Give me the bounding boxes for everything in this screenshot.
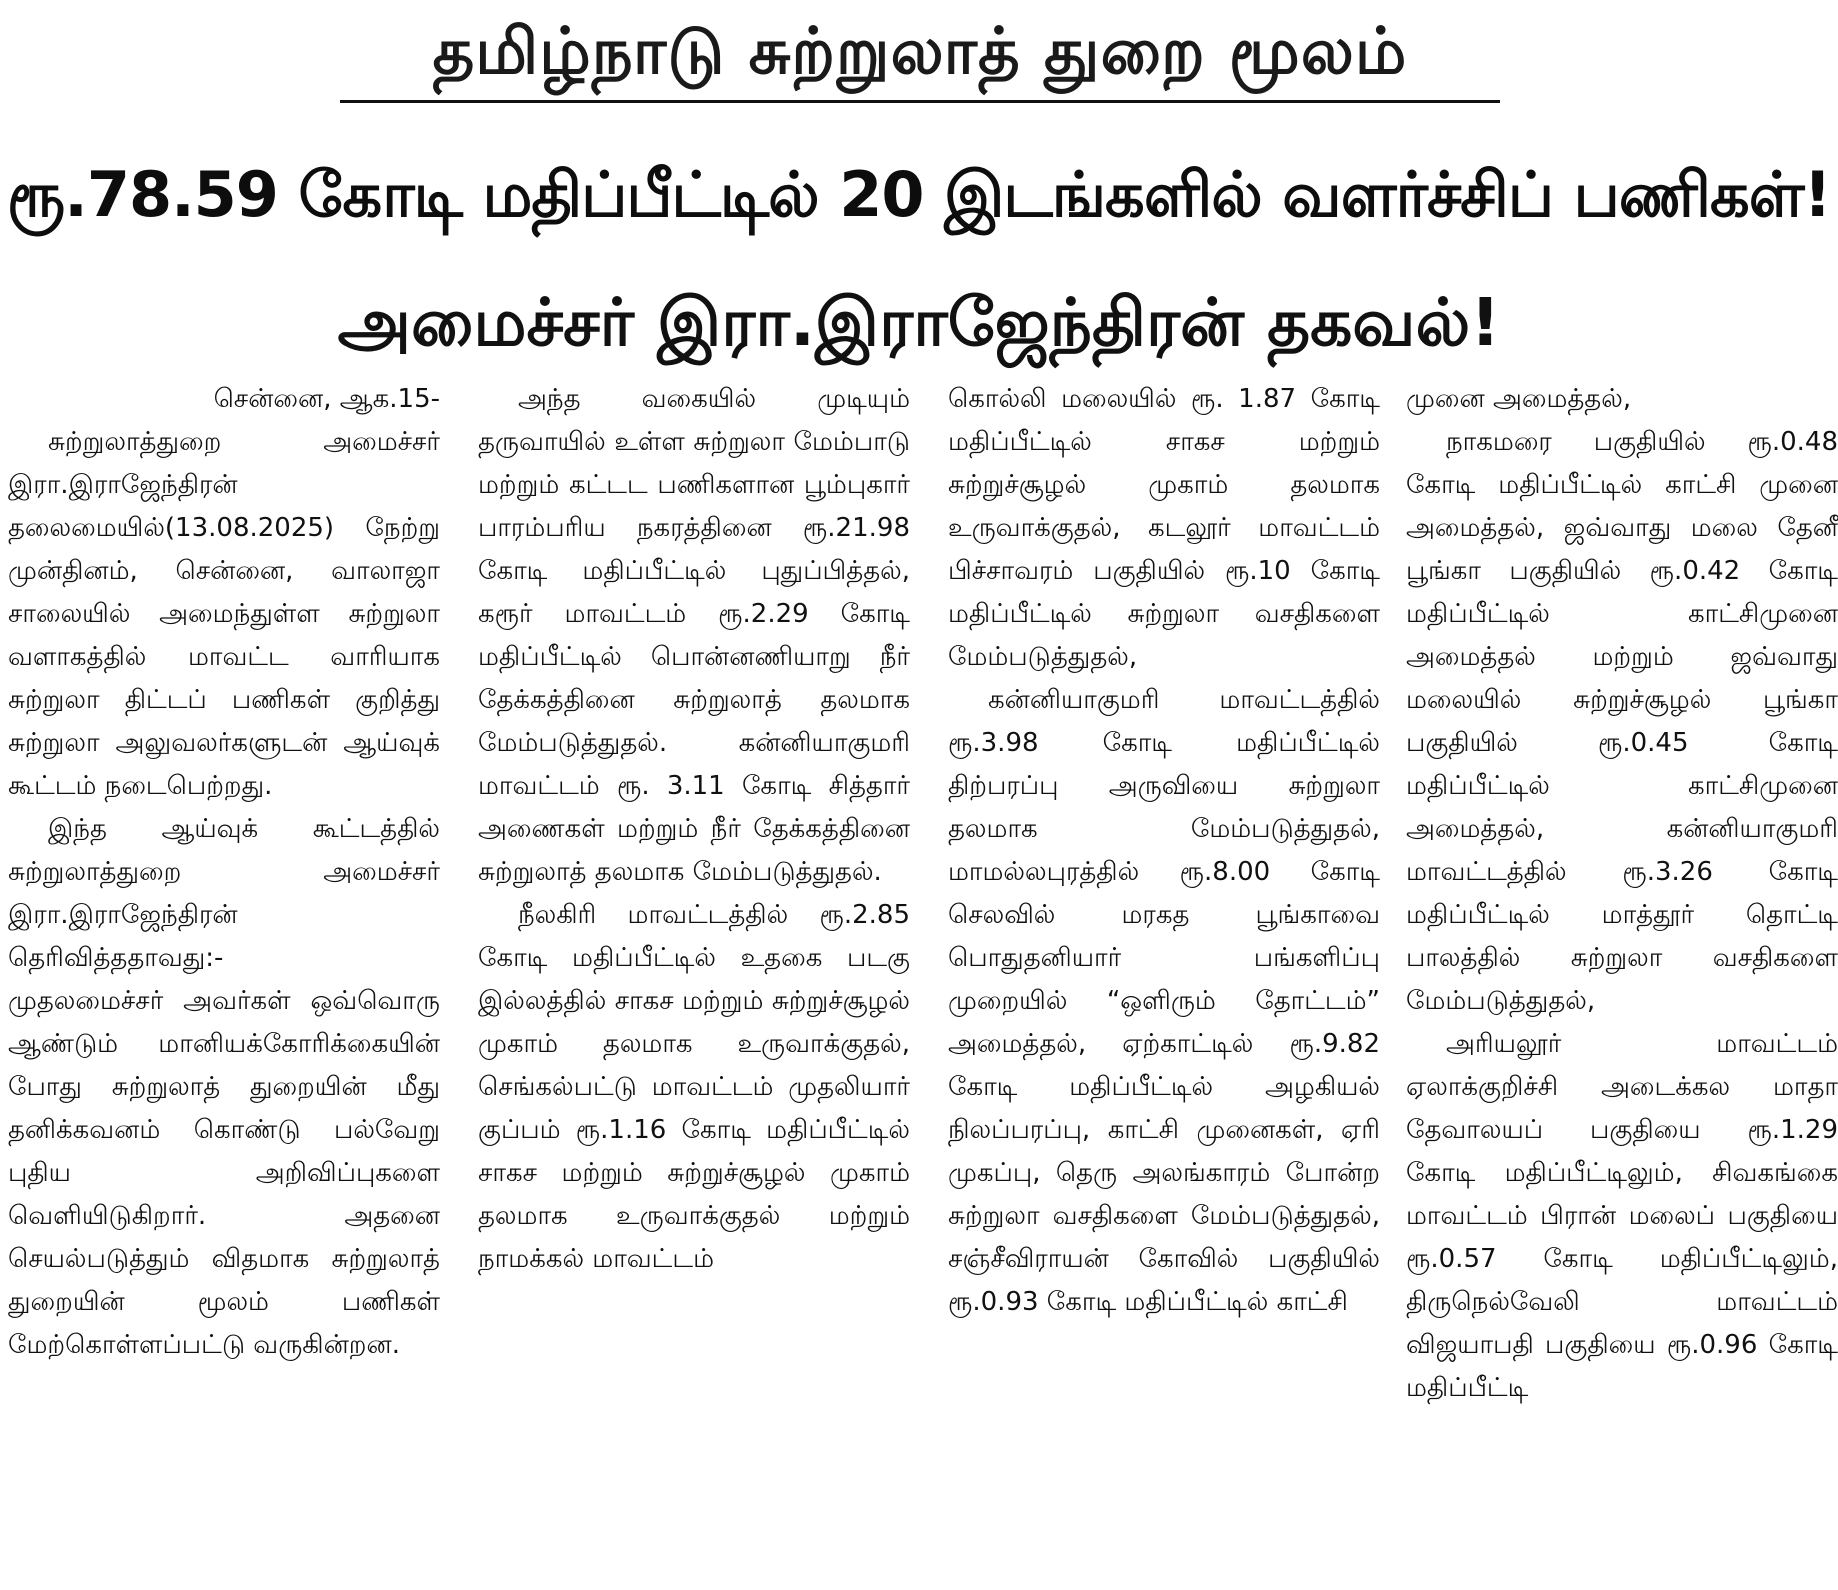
column-1-paragraph: இந்த ஆய்வுக் கூட்டத்தில் சுற்றுலாத்துறை அமைச்சர் இரா.இராஜேந்திரன் தெரிவித்ததாவது:- [8,814,440,973]
column-3-paragraph: கொல்லி மலையில் ரூ. 1.87 கோடி மதிப்பீட்டில் சாகச மற்றும் சுற்றுச்சூழல் முகாம் தலமாக உருவாக்குதல், கடலூர் மாவட்டம் பிச்சாவரம் பகுதியில் ரூ.10 கோடி மதிப்பீட்டில் சுற்றுலா வசதிகளை மேம்படுத்துதல், [948,384,1380,672]
column-1-paragraph: முதலமைச்சர் அவர்கள் ஒவ்வொரு ஆண்டும் மானியக்கோரிக்கையின் போது சுற்றுலாத் துறையின் மீது தனிக்கவனம் கொண்டு பல்வேறு புதிய அறிவிப்புகளை வெளியிடுகிறார். அதனை செயல்படுத்தும் விதமாக சுற்றுலாத் துறையின் மூலம் பணிகள் மேற்கொள்ளப்பட்டு வருகின்றன. [8,986,440,1360]
column-1-paragraph: சுற்றுலாத்துறை அமைச்சர் இரா.இராஜேந்திரன் தலைமையில்(13.08.2025) நேற்று முன்தினம், சென்னை, வாலாஜா சாலையில் அமைந்துள்ள சுற்றுலா வளாகத்தில் மாவட்ட வாரியாக சுற்றுலா திட்டப் பணிகள் குறித்து சுற்றுலா அலுவலர்களுடன் ஆய்வுக் கூட்டம் நடைபெற்றது. [8,427,440,801]
article-body [8,378,1838,1583]
column-4-paragraph: நாகமரை பகுதியில் ரூ.0.48 கோடி மதிப்பீட்டில் காட்சி முனை அமைத்தல், ஜவ்வாது மலை தேனீ பூங்கா பகுதியில் ரூ.0.42 கோடி மதிப்பீட்டில் காட்சிமுனை அமைத்தல் மற்றும் ஜவ்வாது மலையில் சுற்றுச்சூழல் பூங்கா பகுதியில் ரூ.0.45 கோடி மதிப்பீட்டில் காட்சிமுனை அமைத்தல், கன்னியாகுமரி மாவட்டத்தில் ரூ.3.26 கோடி மதிப்பீட்டில் மாத்தூர் தொட்டி பாலத்தில் சுற்றுலா வசதிகளை மேம்படுத்துதல், [1406,427,1838,1016]
article-headline: ரூ.78.59 கோடி மதிப்பீட்டில் 20 இடங்களில் வளர்ச்சிப் பணிகள்! [7,158,1831,231]
column-4-paragraph: அரியலூர் மாவட்டம் ஏலாக்குறிச்சி அடைக்கல மாதா தேவாலயப் பகுதியை ரூ.1.29 கோடி மதிப்பீட்டிலும், சிவகங்கை மாவட்டம் பிரான் மலைப் பகுதியை ரூ.0.57 கோடி மதிப்பீட்டிலும், திருநெல்வேலி மாவட்டம் விஜயாபதி பகுதியை ரூ.0.96 கோடி மதிப்பீட்டி [1406,1029,1838,1403]
article-column-1 [8,378,440,1583]
article-column-4 [1406,378,1838,1583]
article-column-2 [478,378,910,1583]
column-3-paragraph: கன்னியாகுமரி மாவட்டத்தில் ரூ.3.98 கோடி மதிப்பீட்டில் திற்பரப்பு அருவியை சுற்றுலா தலமாக மேம்படுத்துதல், மாமல்லபுரத்தில் ரூ.8.00 கோடி செலவில் மரகத பூங்காவை பொதுதனியார் பங்களிப்பு முறையில் “ஒளிரும் தோட்டம்” அமைத்தல், ஏற்காட்டில் ரூ.9.82 கோடி மதிப்பீட்டில் அழகியல் நிலப்பரப்பு, காட்சி முனைகள், ஏரி முகப்பு, தெரு அலங்காரம் போன்ற சுற்றுலா வசதிகளை மேம்படுத்துதல், சஞ்சீவிராயன் கோவில் பகுதியில் ரூ.0.93 கோடி மதிப்பீட்டில் காட்சி [948,685,1380,1317]
column-1-paragraph: சென்னை, ஆக.15- [213,384,440,414]
article-kicker: தமிழ்நாடு சுற்றுலாத் துறை மூலம் [340,8,1500,103]
article-subhead: அமைச்சர் இரா.இராஜேந்திரன் தகவல்! [337,284,1501,361]
column-2-paragraph: நீலகிரி மாவட்டத்தில் ரூ.2.85 கோடி மதிப்பீட்டில் உதகை படகு இல்லத்தில் சாகச மற்றும் சுற்றுச்சூழல் முகாம் தலமாக உருவாக்குதல், செங்கல்பட்டு மாவட்டம் முதலியார் குப்பம் ரூ.1.16 கோடி மதிப்பீட்டில் சாகச மற்றும் சுற்றுச்சூழல் முகாம் தலமாக உருவாக்குதல் மற்றும் நாமக்கல் மாவட்டம் [478,900,910,1274]
column-4-paragraph: முனை அமைத்தல், [1406,384,1632,414]
column-2-paragraph: அந்த வகையில் முடியும் தருவாயில் உள்ள சுற்றுலா மேம்பாடு மற்றும் கட்டட பணிகளான பூம்புகார் பாரம்பரிய நகரத்தினை ரூ.21.98 கோடி மதிப்பீட்டில் புதுப்பித்தல், கரூர் மாவட்டம் ரூ.2.29 கோடி மதிப்பீட்டில் பொன்னணியாறு நீர் தேக்கத்தினை சுற்றுலாத் தலமாக மேம்படுத்துதல். கன்னியாகுமரி மாவட்டம் ரூ. 3.11 கோடி சித்தார் அணைகள் மற்றும் நீர் தேக்கத்தினை சுற்றுலாத் தலமாக மேம்படுத்துதல். [478,384,910,887]
article-column-3 [948,378,1380,1583]
